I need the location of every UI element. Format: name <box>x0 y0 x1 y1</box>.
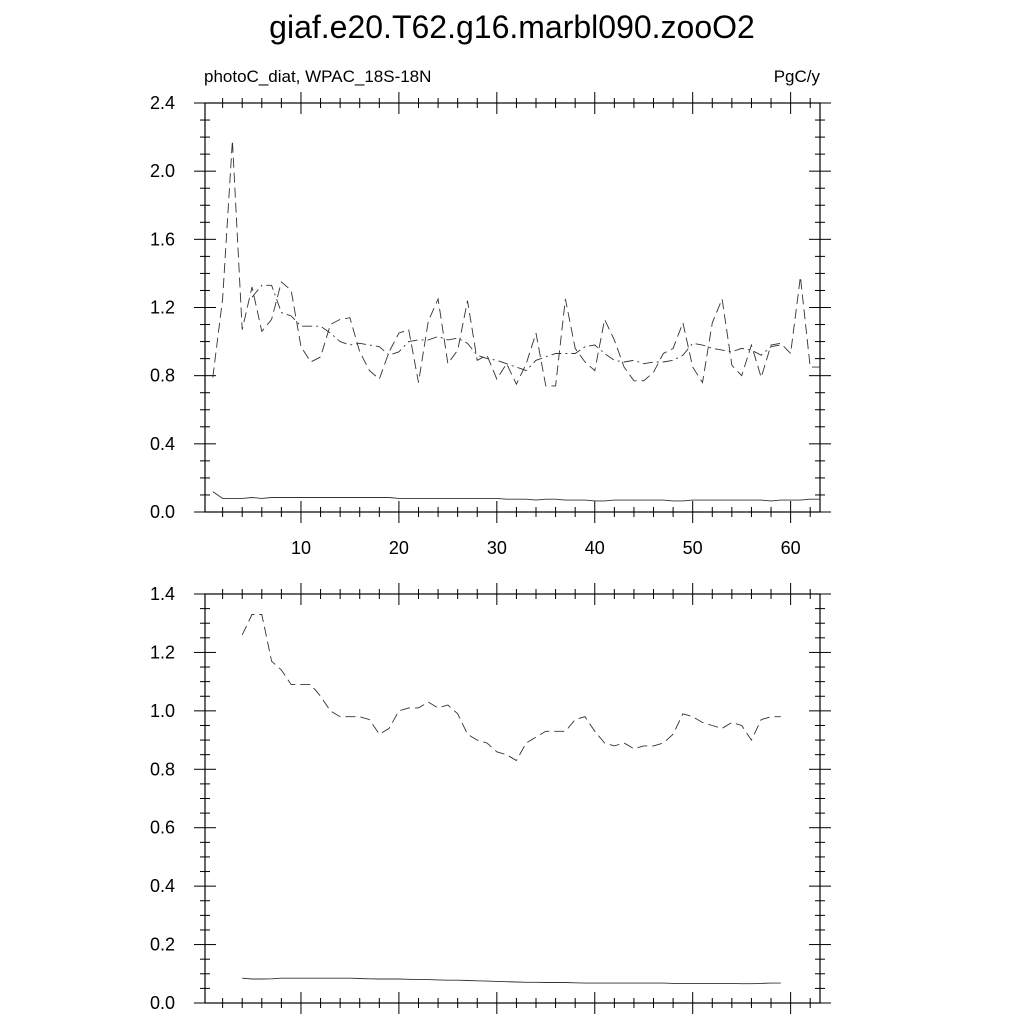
bottom-y-tick-label: 1.2 <box>149 642 175 663</box>
bottom-plot-frame <box>205 594 820 1003</box>
bottom-y-tick-label: 1.0 <box>149 700 175 721</box>
bottom-y-tick-label: 0.8 <box>149 759 175 780</box>
bottom-y-tick-label: 1.4 <box>149 584 175 604</box>
top-y-tick-label: 1.2 <box>149 297 175 318</box>
top-plot-frame <box>205 103 820 512</box>
top-y-tick-label: 0.0 <box>149 502 175 522</box>
bottom-y-tick-label: 0.2 <box>149 934 175 955</box>
top-y-tick-label: 1.6 <box>149 229 175 250</box>
bottom-series-solid-line <box>242 978 781 984</box>
top-y-tick-label: 2.4 <box>149 93 175 113</box>
top-series-dashed-line <box>213 141 820 386</box>
top-y-tick-label: 0.8 <box>149 365 175 386</box>
bottom-y-tick-label: 0.4 <box>149 876 175 897</box>
top-x-tick-label: 50 <box>682 538 703 558</box>
panel-units-label: PgC/y <box>773 67 820 86</box>
top-x-tick-label: 20 <box>388 538 409 558</box>
top-x-tick-label: 30 <box>486 538 507 558</box>
top-y-tick-label: 2.0 <box>149 161 175 182</box>
top-x-tick-label: 40 <box>584 538 605 558</box>
bottom-panel <box>150 583 831 1014</box>
bottom-y-tick-label: 0.0 <box>149 993 175 1013</box>
bottom-y-tick-label: 0.6 <box>149 817 175 838</box>
panel-subtitle-left: photoC_diat, WPAC_18S-18N <box>204 67 432 86</box>
top-y-tick-label: 0.4 <box>149 433 175 454</box>
bottom-series-dashed-line <box>242 615 781 761</box>
top-series-solid-line <box>213 492 820 501</box>
top-panel <box>150 92 831 558</box>
top-x-tick-label: 10 <box>290 538 311 558</box>
top-x-tick-label: 60 <box>780 538 801 558</box>
top-series-dash-dot-line <box>252 285 781 370</box>
chart-title: giaf.e20.T62.g16.marbl090.zooO2 <box>269 9 755 45</box>
